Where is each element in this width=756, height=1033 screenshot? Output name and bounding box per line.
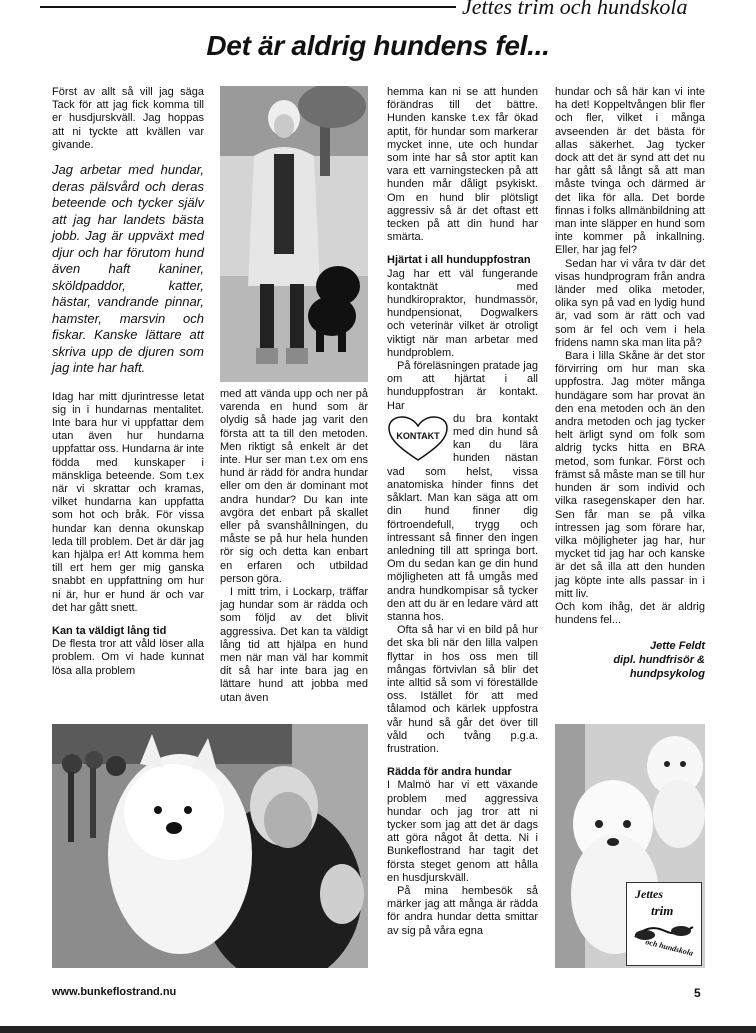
paragraph: I mitt trim, i Lockarp, träffar jag hundar som är rädda och som följd av det blivit aggressiva. Det kan ta väldigt lång tid att hjälpa en hund men när man väl har kommit dit så har inte bara jag en lättare hund att jobba med utan även <box>220 586 368 704</box>
paragraph: Jag har ett väl fungerande kontaktnät med hundkiropraktor, hundmassör, hundpensionat, Dogwalkers och veterinär vilket är otroligt viktigt när man arbetar med hundproblem. <box>387 267 538 359</box>
page-number: 5 <box>694 986 701 1000</box>
paragraph: Bara i lilla Skåne är det stor förvirring om hur man ska uppfostra. Jag möter många hundägare som har provat än den ena metoden och än den andra metoden och jag tycker helt ärligt synd om folk som aldrig tycks hitta en BRA metod, som funkar. Först och främst så måste man se till hur hunden är som individ och vilka rasegenskaper den har. Sen får man se på vilka intressen jag som förare har, vilka möjligheter jag har, hur mycket tid jag har och kanske är det så illa att den hunden jag köpte inte alls passar in i mitt liv. <box>555 350 705 600</box>
signature-title: dipl. hundfrisör & <box>613 654 705 667</box>
paragraph: I Malmö har vi ett växande problem med aggressiva hundar och jag tror att ni tycker som jag att det är dags att göra något åt detta. Ni i Bunkeflostrand har tagit det första steget genom att hålla en husdjurskväll. <box>387 779 538 884</box>
paragraph: Ofta så har vi en bild på hur det ska bli när den lilla valpen flyttar in hos oss men till mångas förtvivlan så blir det inte alltid så som vi föreställde oss. Istället för att med tålamod och kärlek uppfostra vår hund så går det över till våld och tvång p.g.a. frustration. <box>387 624 538 755</box>
signature-name: Jette Feldt <box>649 640 705 653</box>
column-3 <box>387 86 538 938</box>
paragraph: hemma kan ni se att hunden förändras till det bättre. Hunden kanske t.ex får ökad aptit, för hundar som markerar mycket inne, ute och hundar som inte har så stor aptit kan vara ett varningstecken på att hunden mår dåligt psykiskt. Om en hund blir plötsligt aggressiv så är det oftast ett tecken på att din hund har smärta. <box>387 86 538 244</box>
paragraph: På föreläsningen pratade jag om att hjärtat i all hunduppfostran är kontakt. Har <box>387 360 538 412</box>
photo-woman-with-westie <box>52 724 368 968</box>
jettes-trim-logo <box>626 882 702 966</box>
subheading: Kan ta väldigt lång tid <box>52 624 167 637</box>
subheading: Hjärtat i all hunduppfostran <box>387 254 531 267</box>
paragraph: På mina hembesök så märker jag att många är rädda för andra hundar detta smittar av sig på våra egna <box>387 884 538 937</box>
hand-paw-icon <box>631 919 697 943</box>
footer-url[interactable]: www.bunkeflostrand.nu <box>52 986 177 998</box>
paragraph: du bra kontakt med din hund så kan du lära hunden nästan vad som helst, vissa anatomiska hinder finns det såklart. Man kan säga att om din hund finner dig förtroendefull, trygg och intressant så finner den ingen anledning till att springa bort. Om du sedan kan ge din hund möjligheten att få umgås med andra hundkompisar så tycker den att du är en ledare värd att stanna hos. <box>387 412 538 623</box>
paragraph: Idag har mitt djurintresse letat sig in i hundarnas mentalitet. Inte bara hur vi uppfattar dem utan även hur hundarna uppfattar oss. Hundarna är inte födda med kunskaper i mänskliga beteende. Som t.ex när vi skrattar och kramas, vilket hundarna kan uppfatta som hot och bråk. För vissa hundar kan denna okunskap leda till problem. Det är där jag kan hjälpa er! Att komma hem till ert hem ger mig ganska snabbt en uppfattning om hur ni är, hur er hund är och var det har gått snett. <box>52 390 204 614</box>
paragraph: med att vända upp och ner på varenda en hund som är olydig så hade jag varit den första att ta till den metoden. Men riktigt så enkelt är det inte. Hur ser man t.ex om ens hund är rädd för andra hundar eller om den är dominant mot andra hundar? Du kan inte avgöra det enbart på skallet eller på svanshållningen, du måste se på hur hela hunden rör sig och detta kan enbart en erfaren och utbildad person göra. <box>220 388 368 585</box>
column-2 <box>220 388 368 705</box>
intro-paragraph: Först av allt så vill jag säga Tack för att jag fick komma till er husdjurskväll. Jag hoppas att ni tyckte att kvällen var givande. <box>52 86 204 151</box>
masthead: Jettes trim och hundskola <box>462 0 688 19</box>
column-1 <box>52 86 204 678</box>
paragraph: hundar och så här kan vi inte ha det! Koppeltvången blir fler och fler, vilket i många avseenden är det bästa för allas säkerhet. Jag tycker dock att det är synd att det nu har gått så långt så att man måste tvinga och därmed är det lika för alla. Det borde finnas i folks allmänbildning att man inte släpper en hund som inte kommer på inkallning. Eller, har jag fel? <box>555 86 705 257</box>
heart-label: KONTAKT <box>396 430 440 441</box>
bottom-bar <box>0 1026 756 1033</box>
paragraph: De flesta tror att våld löser alla problem. Om vi hade kunnat lösa alla problem <box>52 638 204 677</box>
lead-paragraph: Jag arbetar med hundar, deras pälsvård och deras beteende och tycker själv att jag har landets bästa jobb. Jag är uppväxt med djur och har förutom hund även haft kaniner, sköldpaddor, katter, hästar, vandrande pinnar, hamster, marsvin och fiskar. Kanske lättare att skriva upp de djuren som jag inte har haft. <box>52 162 204 376</box>
column-4 <box>555 86 705 681</box>
logo-text: trim <box>651 903 674 918</box>
logo-text: Jettes <box>635 887 663 901</box>
signature <box>555 639 705 681</box>
logo-text: och hundskola <box>644 937 695 958</box>
subheading: Rädda för andra hundar <box>387 766 512 779</box>
paragraph: Och kom ihåg, det är aldrig hundens fel... <box>555 600 705 627</box>
signature-title: hundpsykolog <box>629 668 705 681</box>
photo-woman-with-poodle <box>220 86 368 382</box>
kontakt-heart-icon <box>387 415 449 463</box>
paragraph: Sedan har vi våra tv där det visas hundprogram från andra länder med olika metoder, olika syn på vad en lydig hund är, vad som är rätt och vad som är fel och vem i hela fridens namn ska man lita på? <box>555 257 705 349</box>
article-title: Det är aldrig hundens fel... <box>206 30 550 61</box>
header-rule <box>40 6 456 8</box>
